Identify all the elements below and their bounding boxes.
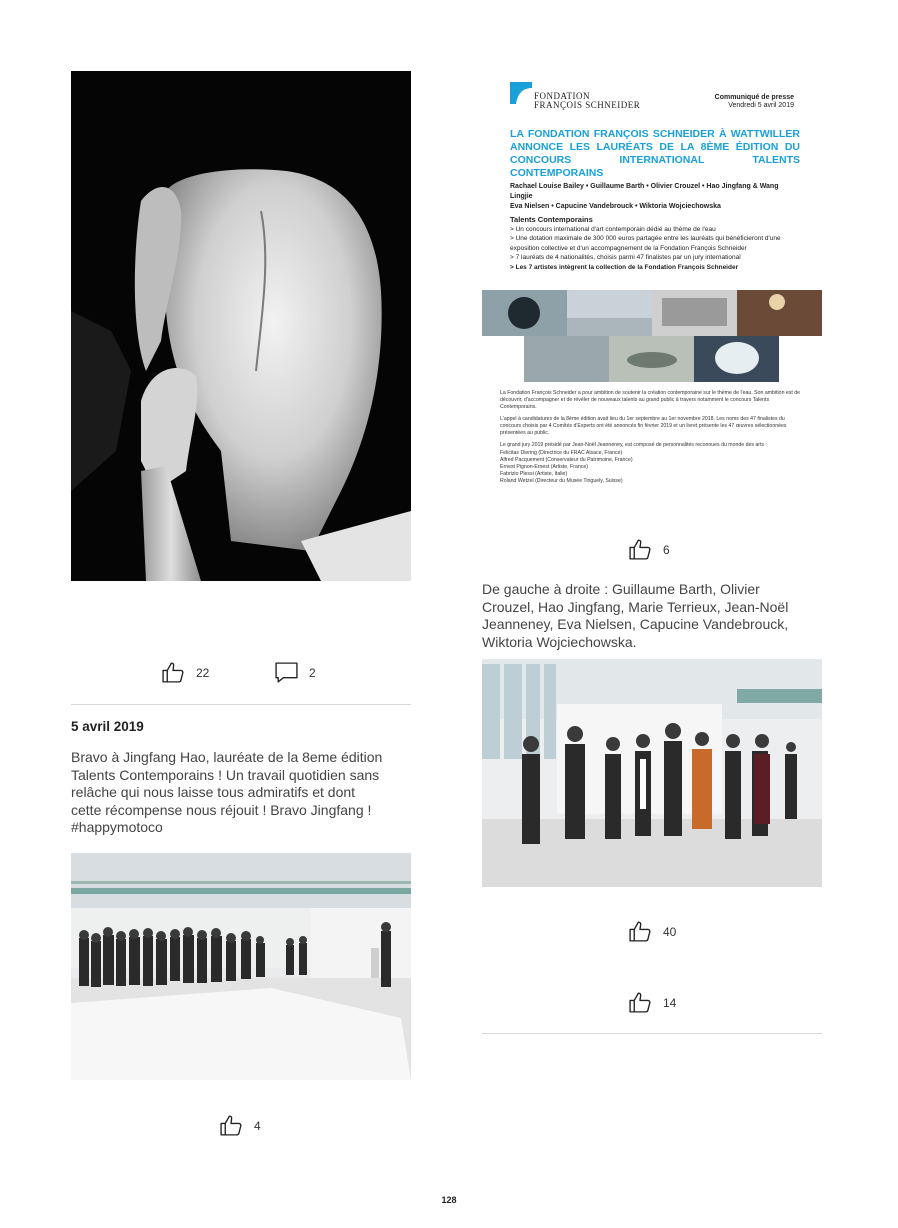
thumbs-up-icon[interactable] [628,990,653,1015]
thumbs-up-icon[interactable] [161,660,186,685]
right-post3-like-group[interactable] [628,990,676,1015]
communique-header: Communiqué de presse Vendredi 5 avril 2019 [714,94,794,109]
post-date: 5 avril 2019 [71,719,144,734]
post2-like-group[interactable] [219,1113,261,1138]
comment-count: 2 [309,665,316,680]
laureates-group-photo [482,659,822,887]
post-divider [71,704,411,705]
like-count: 40 [663,924,677,939]
right-post1-like-group[interactable] [628,537,670,562]
foundation-name: FONDATION FRANÇOIS SCHNEIDER [534,91,641,110]
thumbs-up-icon[interactable] [628,537,653,562]
post1-like-group[interactable] [161,660,209,685]
right-post2-like-group[interactable] [628,919,676,944]
post-divider [482,1033,822,1034]
photo-caption: De gauche à droite : Guillaume Barth, Olivier Crouzel, Hao Jingfang, Marie Terrieux, Jean-Noël Jeanneney, Eva Nielsen, Capucine Vandebrouck, Wiktoria Wojciechowska. [482,581,789,650]
like-count: 14 [663,995,677,1010]
comment-bubble-icon[interactable] [274,660,299,685]
thumbs-up-icon[interactable] [219,1113,244,1138]
press-body-text: La Fondation François Schneider a pour ambition de soutenir la création contemporaine sur le thème de l'eau. Son ambition est de découvrir, d'accompagner et de révéler de nouveaux talents au grand public à travers notamment le concours Talents Contemporains. L'appel à candidatures de la 8ème édition avait lieu du 1er septembre au 1er novembre 2018. Les noms des 47 finalistes du concours choisis par 4 Comités d'Experts ont été annoncés fin février 2019 et un livret présente les 47 œuvres sélectionnées présentées au public. Le grand jury 2019 présidé par Jean-Noël Jeanneney, est composé de personnalités reconnues du monde des arts : Felicitas Diering (Directrice du FRAC Alsace, France) Alfred Pacquement (Conservateur du Patrimoine, France) Ernest Pignon-Ernest (Artiste, France) Fabrizio Plessi (Artiste, Italie) Roland Wetzel (Directeur du Musée Tinguely, Suisse) [500,390,801,484]
exhibition-hall-photo [71,853,411,1080]
page-number: 128 [441,1195,457,1205]
post-text: Bravo à Jingfang Hao, lauréate de la 8eme édition Talents Contemporains ! Un travail quotidien sans relâche qui nous laisse tous admiratifs et dont cette récompense nous réjouit ! Bravo Jingfang ! #happymotoco [71,749,383,835]
like-count: 22 [196,665,210,680]
sculpture-photo [71,71,411,581]
foundation-logo-icon [510,82,532,104]
press-release-image [482,72,822,512]
press-headline: LA FONDATION FRANÇOIS SCHNEIDER À WATTWILLER ANNONCE LES LAURÉATS DE LA 8ÈME ÉDITION DU CONCOURS INTERNATIONAL TALENTS CONTEMPORAINS [510,128,800,179]
thumbs-up-icon[interactable] [628,919,653,944]
like-count: 4 [254,1118,261,1133]
post1-comment-group[interactable] [274,660,316,685]
press-photo-collage [482,290,822,382]
press-artists: Rachael Louise Bailey • Guillaume Barth • Olivier Crouzel • Hao Jingfang & Wang Lingjie Eva Nielsen • Capucine Vandebrouck • Wiktoria Wojciechowska [510,183,779,210]
like-count: 6 [663,542,670,557]
press-talents-section: Talents Contemporains > Un concours international d'art contemporain dédié au thème de l'eau > Une dotation maximale de 300 000 euros partagée entre les lauréats qui bénéficieront d'une exposition collective et d'un accompagnement de la Fondation François Schneider > 7 lauréats de 4 nationalités, choisis parmi 47 finalistes par un jury international > Les 7 artistes intègrent la collection de la Fondation François Schneider [510,215,781,271]
